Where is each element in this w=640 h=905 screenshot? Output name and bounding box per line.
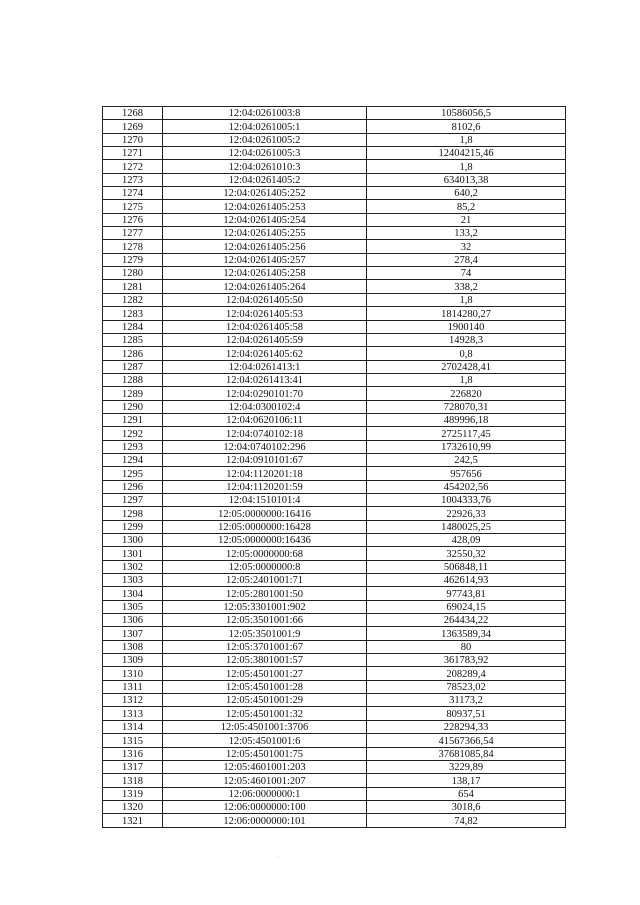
value-cell: 97743,81 (367, 587, 566, 600)
cadastral-number-cell: 12:04:0261005:2 (163, 133, 367, 146)
cadastral-number-cell: 12:04:0261405:59 (163, 333, 367, 346)
cadastral-number-cell: 12:04:0261405:257 (163, 253, 367, 266)
value-cell: 10586056,5 (367, 107, 566, 120)
value-cell: 462614,93 (367, 574, 566, 587)
value-cell: 957656 (367, 467, 566, 480)
cadastral-number-cell: 12:05:4601001:207 (163, 774, 367, 787)
row-number-cell: 1277 (103, 227, 163, 240)
value-cell: 208289,4 (367, 667, 566, 680)
value-cell: 74 (367, 267, 566, 280)
value-cell: 22926,33 (367, 507, 566, 520)
row-number-cell: 1321 (103, 814, 163, 827)
table-row (103, 413, 566, 426)
value-cell: 728070,31 (367, 400, 566, 413)
table-row (103, 480, 566, 493)
cadastral-number-cell: 12:05:4501001:29 (163, 694, 367, 707)
row-number-cell: 1283 (103, 307, 163, 320)
cadastral-number-cell: 12:05:4501001:27 (163, 667, 367, 680)
cadastral-number-cell: 12:05:0000000:16428 (163, 520, 367, 533)
value-cell: 69024,15 (367, 600, 566, 613)
row-number-cell: 1288 (103, 373, 163, 386)
table-row (103, 307, 566, 320)
cadastral-number-cell: 12:05:3501001:66 (163, 614, 367, 627)
table-row (103, 107, 566, 120)
value-cell: 242,5 (367, 453, 566, 466)
table-row (103, 560, 566, 573)
table-row (103, 667, 566, 680)
row-number-cell: 1282 (103, 293, 163, 306)
value-cell: 138,17 (367, 774, 566, 787)
row-number-cell: 1305 (103, 600, 163, 613)
row-number-cell: 1287 (103, 360, 163, 373)
cadastral-number-cell: 12:05:3801001:57 (163, 654, 367, 667)
table-row (103, 520, 566, 533)
row-number-cell: 1270 (103, 133, 163, 146)
table-row (103, 574, 566, 587)
cadastral-number-cell: 12:05:3301001:902 (163, 600, 367, 613)
row-number-cell: 1278 (103, 240, 163, 253)
cadastral-number-cell: 12:04:1510101:4 (163, 493, 367, 506)
row-number-cell: 1308 (103, 640, 163, 653)
row-number-cell: 1286 (103, 347, 163, 360)
cadastral-number-cell: 12:04:0261405:256 (163, 240, 367, 253)
row-number-cell: 1272 (103, 160, 163, 173)
scan-speck: . (278, 852, 280, 859)
value-cell: 454202,56 (367, 480, 566, 493)
value-cell: 2725117,45 (367, 427, 566, 440)
value-cell: 21 (367, 213, 566, 226)
value-cell: 41567366,54 (367, 734, 566, 747)
row-number-cell: 1292 (103, 427, 163, 440)
cadastral-number-cell: 12:04:0261405:258 (163, 267, 367, 280)
table-body (103, 107, 566, 828)
table-row (103, 213, 566, 226)
table-row (103, 707, 566, 720)
row-number-cell: 1311 (103, 680, 163, 693)
cadastral-number-cell: 12:04:0740102:296 (163, 440, 367, 453)
table-row (103, 614, 566, 627)
table-row (103, 147, 566, 160)
row-number-cell: 1296 (103, 480, 163, 493)
value-cell: 37681085,84 (367, 747, 566, 760)
table-row (103, 120, 566, 133)
value-cell: 428,09 (367, 534, 566, 547)
row-number-cell: 1273 (103, 173, 163, 186)
table-row (103, 587, 566, 600)
cadastral-number-cell: 12:04:0261405:2 (163, 173, 367, 186)
row-number-cell: 1269 (103, 120, 163, 133)
cadastral-number-cell: 12:05:3501001:9 (163, 627, 367, 640)
cadastral-number-cell: 12:05:4501001:28 (163, 680, 367, 693)
table-row (103, 547, 566, 560)
table-row (103, 734, 566, 747)
row-number-cell: 1295 (103, 467, 163, 480)
value-cell: 1,8 (367, 160, 566, 173)
cadastral-number-cell: 12:06:0000000:1 (163, 787, 367, 800)
table-row (103, 427, 566, 440)
table-row (103, 133, 566, 146)
cadastral-number-cell: 12:04:0290101:70 (163, 387, 367, 400)
table-row (103, 640, 566, 653)
value-cell: 32 (367, 240, 566, 253)
cadastral-number-cell: 12:05:4501001:75 (163, 747, 367, 760)
cadastral-number-cell: 12:04:0261405:252 (163, 187, 367, 200)
table-row (103, 760, 566, 773)
value-cell: 80937,51 (367, 707, 566, 720)
row-number-cell: 1317 (103, 760, 163, 773)
table-row (103, 320, 566, 333)
row-number-cell: 1309 (103, 654, 163, 667)
table-row (103, 253, 566, 266)
table-row (103, 774, 566, 787)
value-cell: 361783,92 (367, 654, 566, 667)
table-row (103, 467, 566, 480)
table-row (103, 627, 566, 640)
cadastral-number-cell: 12:04:0261405:264 (163, 280, 367, 293)
value-cell: 14928,3 (367, 333, 566, 346)
table-row (103, 440, 566, 453)
cadastral-number-cell: 12:04:0740102:18 (163, 427, 367, 440)
value-cell: 74,82 (367, 814, 566, 827)
row-number-cell: 1318 (103, 774, 163, 787)
table-row (103, 694, 566, 707)
table-row (103, 600, 566, 613)
cadastral-number-cell: 12:04:0620106:11 (163, 413, 367, 426)
cadastral-number-cell: 12:05:4501001:3706 (163, 720, 367, 733)
cadastral-number-cell: 12:06:0000000:100 (163, 800, 367, 813)
cadastral-number-cell: 12:05:3701001:67 (163, 640, 367, 653)
cadastral-number-cell: 12:05:4501001:6 (163, 734, 367, 747)
row-number-cell: 1275 (103, 200, 163, 213)
row-number-cell: 1300 (103, 534, 163, 547)
table-row (103, 493, 566, 506)
table-row (103, 747, 566, 760)
value-cell: 640,2 (367, 187, 566, 200)
row-number-cell: 1307 (103, 627, 163, 640)
value-cell: 489996,18 (367, 413, 566, 426)
row-number-cell: 1290 (103, 400, 163, 413)
table-row (103, 280, 566, 293)
table-row (103, 400, 566, 413)
table-row (103, 800, 566, 813)
cadastral-number-cell: 12:05:0000000:16416 (163, 507, 367, 520)
table-row (103, 293, 566, 306)
value-cell: 1480025,25 (367, 520, 566, 533)
cadastral-number-cell: 12:05:2801001:50 (163, 587, 367, 600)
value-cell: 1,8 (367, 373, 566, 386)
value-cell: 634013,38 (367, 173, 566, 186)
table-row (103, 373, 566, 386)
table-row (103, 654, 566, 667)
table-row (103, 240, 566, 253)
row-number-cell: 1316 (103, 747, 163, 760)
table-row (103, 227, 566, 240)
value-cell: 0,8 (367, 347, 566, 360)
table-row (103, 173, 566, 186)
table-row (103, 360, 566, 373)
value-cell: 1900140 (367, 320, 566, 333)
cadastral-number-cell: 12:04:0300102:4 (163, 400, 367, 413)
row-number-cell: 1284 (103, 320, 163, 333)
cadastral-number-cell: 12:05:0000000:68 (163, 547, 367, 560)
row-number-cell: 1303 (103, 574, 163, 587)
value-cell: 338,2 (367, 280, 566, 293)
value-cell: 85,2 (367, 200, 566, 213)
cadastral-number-cell: 12:05:0000000:8 (163, 560, 367, 573)
row-number-cell: 1281 (103, 280, 163, 293)
row-number-cell: 1297 (103, 493, 163, 506)
cadastral-number-cell: 12:04:0261405:58 (163, 320, 367, 333)
cadastral-number-cell: 12:06:0000000:101 (163, 814, 367, 827)
row-number-cell: 1271 (103, 147, 163, 160)
cadastral-number-cell: 12:05:4501001:32 (163, 707, 367, 720)
table-row (103, 267, 566, 280)
table-row (103, 200, 566, 213)
cadastral-number-cell: 12:04:0261405:50 (163, 293, 367, 306)
row-number-cell: 1293 (103, 440, 163, 453)
cadastral-number-cell: 12:04:0261405:253 (163, 200, 367, 213)
table-row (103, 333, 566, 346)
row-number-cell: 1291 (103, 413, 163, 426)
table-row (103, 160, 566, 173)
value-cell: 32550,32 (367, 547, 566, 560)
row-number-cell: 1310 (103, 667, 163, 680)
row-number-cell: 1294 (103, 453, 163, 466)
value-cell: 31173,2 (367, 694, 566, 707)
row-number-cell: 1279 (103, 253, 163, 266)
table-row (103, 680, 566, 693)
table-row (103, 534, 566, 547)
value-cell: 1363589,34 (367, 627, 566, 640)
row-number-cell: 1301 (103, 547, 163, 560)
cadastral-number-cell: 12:04:0261405:62 (163, 347, 367, 360)
cadastral-number-cell: 12:05:4601001:203 (163, 760, 367, 773)
table-row (103, 387, 566, 400)
cadastral-number-cell: 12:04:0261405:53 (163, 307, 367, 320)
cadastral-number-cell: 12:04:0261413:41 (163, 373, 367, 386)
value-cell: 12404215,46 (367, 147, 566, 160)
cadastral-number-cell: 12:04:0261010:3 (163, 160, 367, 173)
value-cell: 1732610,99 (367, 440, 566, 453)
value-cell: 226820 (367, 387, 566, 400)
row-number-cell: 1304 (103, 587, 163, 600)
row-number-cell: 1298 (103, 507, 163, 520)
value-cell: 654 (367, 787, 566, 800)
cadastral-number-cell: 12:04:0261405:255 (163, 227, 367, 240)
row-number-cell: 1299 (103, 520, 163, 533)
value-cell: 1,8 (367, 133, 566, 146)
row-number-cell: 1314 (103, 720, 163, 733)
value-cell: 80 (367, 640, 566, 653)
row-number-cell: 1312 (103, 694, 163, 707)
table-row (103, 507, 566, 520)
value-cell: 3018,6 (367, 800, 566, 813)
cadastral-number-cell: 12:04:1120201:18 (163, 467, 367, 480)
cadastral-number-cell: 12:04:0261005:1 (163, 120, 367, 133)
cadastral-number-cell: 12:05:0000000:16436 (163, 534, 367, 547)
value-cell: 228294,33 (367, 720, 566, 733)
table-row (103, 187, 566, 200)
row-number-cell: 1319 (103, 787, 163, 800)
value-cell: 78523,02 (367, 680, 566, 693)
row-number-cell: 1313 (103, 707, 163, 720)
row-number-cell: 1268 (103, 107, 163, 120)
row-number-cell: 1285 (103, 333, 163, 346)
cadastral-number-cell: 12:04:1120201:59 (163, 480, 367, 493)
row-number-cell: 1302 (103, 560, 163, 573)
value-cell: 8102,6 (367, 120, 566, 133)
table-row (103, 720, 566, 733)
cadastral-number-cell: 12:04:0910101:67 (163, 453, 367, 466)
value-cell: 3229,89 (367, 760, 566, 773)
value-cell: 1814280,27 (367, 307, 566, 320)
row-number-cell: 1320 (103, 800, 163, 813)
row-number-cell: 1276 (103, 213, 163, 226)
value-cell: 1,8 (367, 293, 566, 306)
row-number-cell: 1306 (103, 614, 163, 627)
cadastral-number-cell: 12:04:0261003:8 (163, 107, 367, 120)
cadastral-value-table (102, 106, 566, 828)
value-cell: 2702428,41 (367, 360, 566, 373)
row-number-cell: 1274 (103, 187, 163, 200)
cadastral-number-cell: 12:04:0261005:3 (163, 147, 367, 160)
value-cell: 264434,22 (367, 614, 566, 627)
value-cell: 133,2 (367, 227, 566, 240)
value-cell: 506848,11 (367, 560, 566, 573)
table-row (103, 814, 566, 827)
cadastral-number-cell: 12:04:0261405:254 (163, 213, 367, 226)
value-cell: 278,4 (367, 253, 566, 266)
row-number-cell: 1280 (103, 267, 163, 280)
table-row (103, 347, 566, 360)
cadastral-number-cell: 12:04:0261413:1 (163, 360, 367, 373)
table-row (103, 453, 566, 466)
row-number-cell: 1289 (103, 387, 163, 400)
row-number-cell: 1315 (103, 734, 163, 747)
cadastral-number-cell: 12:05:2401001:71 (163, 574, 367, 587)
value-cell: 1004333,76 (367, 493, 566, 506)
table-row (103, 787, 566, 800)
